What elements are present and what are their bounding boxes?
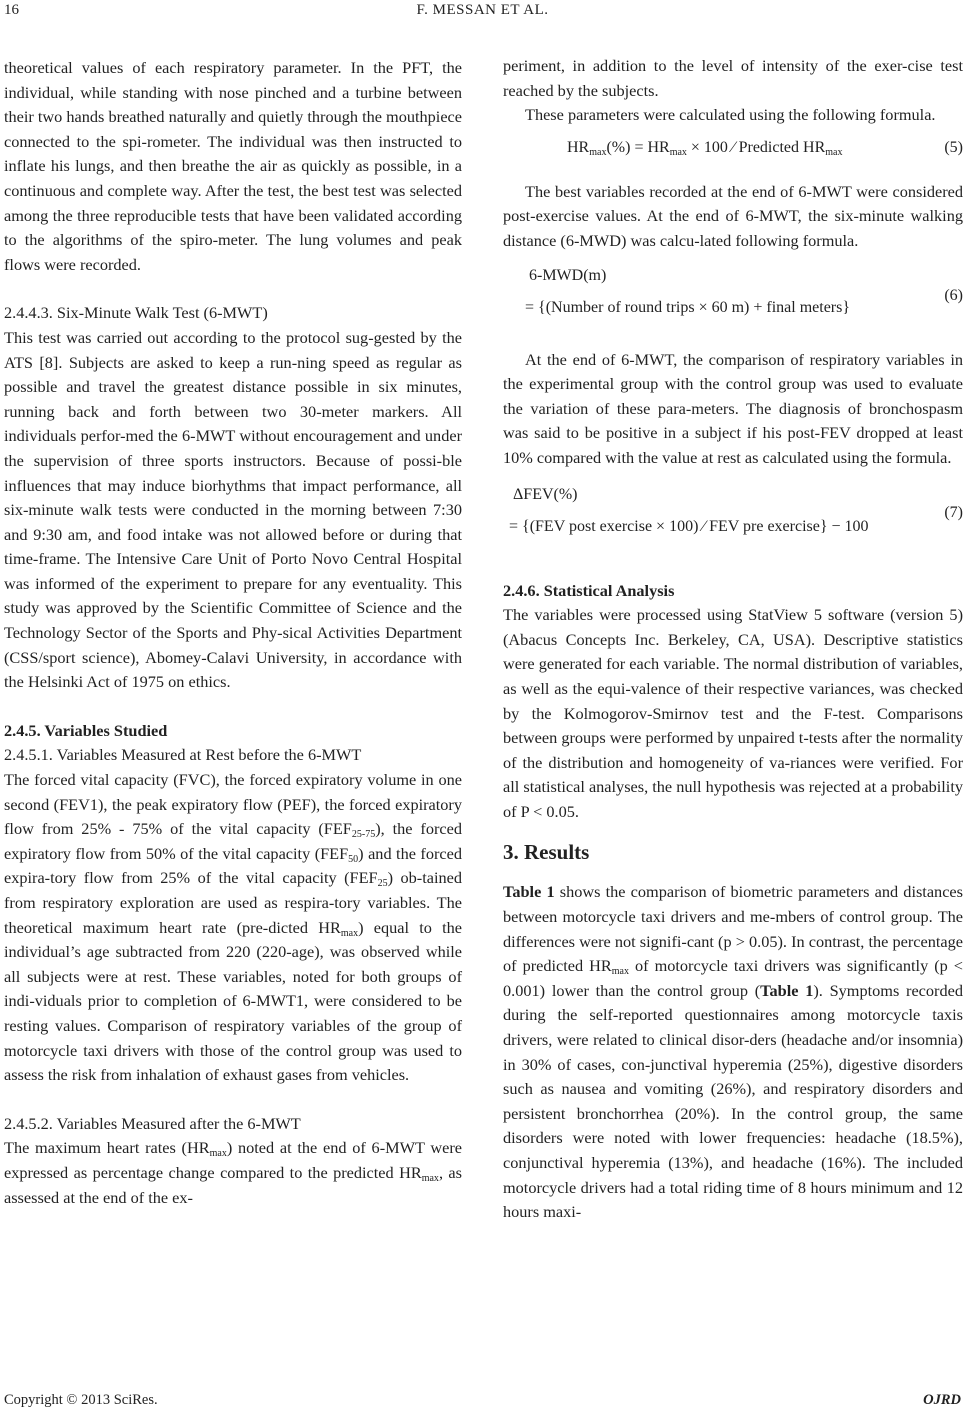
page-footer (4, 1392, 961, 1409)
heading-results: 3. Results (503, 840, 590, 865)
journal-name: OJRD (923, 1392, 961, 1408)
equation-7: ΔFEV(%) = {(FEV post exercise × 100) ∕ FEV pre exercise} − 100 (7) (509, 485, 963, 536)
paragraph-formula-intro: These parameters were calculated using the following formula. (525, 105, 936, 125)
equation-7-number: (7) (944, 503, 963, 521)
paragraph-comparison: At the end of 6-MWT, the comparison of respiratory variables in the experimental group with the control group was used to evaluate the variation of these para-meters. The diagnosis of bronchospasm was said to be positive in a subject if his post-FEV dropped at least 10% compared with the value at rest as calculated using the formula. (503, 349, 963, 467)
right-column (503, 54, 963, 1225)
running-title: F. MESSAN ET AL. (416, 2, 549, 18)
heading-statistical-analysis: 2.4.6. Statistical Analysis (503, 580, 675, 600)
heading-6mwt: 2.4.4.3. Six-Minute Walk Test (6-MWT) (4, 303, 268, 323)
paragraph-variables-rest: The forced vital capacity (FVC), the forced expiratory volume in one second (FEV1), the peak expiratory flow (PEF), the forced expiratory flow from 25% - 75% of the vital capacity $(FEF_{25-75})$, the forced expiratory flow from 50% of the vital capacity $(FEF_{50})$ and the forced expira-tory flow from 25% of the vital capacity $(FEF_{25})$ ob-tained from respiratory exploration are used as respira-tory variables. The theoretical maximum heart rate (pre-dicted $HR_{max}$) equal to the individual’s age subtracted from 220 (220-age), was observed while all subjects were at rest. These variables, noted for both groups of indi-viduals prior to completion of 6-MWT1, were considered to be resting values. Comparison of respiratory variables of the group of motorcycle taxi drivers with those of the control group was used to assess the risk from inhalation of exhaust gases from vehicles. (4, 770, 463, 1085)
page-header (0, 0, 965, 26)
equation-5: $HR_{max}(\%) = HR_{max} \times 100$ ∕ Predicted $HR_{max}$ (5) (503, 128, 963, 180)
paragraph-results: Table 1 shows the comparison of biometric parameters and distances between motorcycle taxi drivers and me-mbers of control group. The differences were not signifi-cant (p > 0.05). In contrast, the percentage of predicted $HR_{max}$ of motorcycle taxi drivers was significantly (p < 0.001) lower than the control group (Table 1). Symptoms recorded during the self-reported questionnaires among motorcycle taxis drivers, were related to clinical disor-ders (headache and/or insomnia) in 30% of cases, con-junctival hyperemia (25%), digestive disorders such as nausea and vomiting (26%), and respiratory disorders and persistent bronchorrhea (20%). In the control group, the same disorders were noted with lower frequencies: headache (18.5%), conjunctival hyperemia (13%), and headache (16%). The included motorcycle drivers had a total riding time of 8 hours minimum and 12 hours maxi- (503, 882, 963, 1222)
left-column (4, 56, 462, 1210)
equation-5-number: (5) (944, 138, 963, 156)
paragraph-statistics: The variables were processed using StatView 5 software (version 5) (Abacus Concepts Inc. Berkeley, CA, USA). Descriptive statistics were generated for each variable. The normal distribution of variables, as well as the equi-valence of their respective variances, was checked by the Kolmogorov-Smirnov test and the F-test. Comparisons between groups were performed by unpaired t-tests after the normality of the distribution and homogeneity of va-riances were verified. For all statistical analyses, the null hypothesis was rejected at a probability of P < 0.05. (503, 605, 963, 821)
equation-6: 6-MWD(m) = {(Number of round trips × 60 m) + final meters} (6) (525, 266, 963, 317)
equation-6-number: (6) (944, 286, 963, 304)
paragraph-6mwt: This test was carried out according to the protocol sug-gested by the ATS [8]. Subjects are asked to keep a run-ning speed as regular as possible and travel the greatest distance possible in six minutes, running back and forth between two 30-meter markers. All individuals perfor-med the 6-MWT without encouragement and under the supervision of three sports instructors. Because of possi-ble influences that may induce biorhythms that impact performance, all six-minute walk tests were conducted in the morning between 7:30 and 9:30 am, and food intake was not allowed before or during that time-frame. The Intensive Care Unit of Porto Novo Central Hospital was informed of the experiment to prepare for any eventuality. This study was approved by the Scientific Committee of Science and the Technology Sector of the Sports and Phy-sical Activities Department (CSS/sport science), Abomey-Calavi University, in accordance with the Helsinki Act of 1975 on ethics. (4, 327, 462, 692)
heading-variables-studied: 2.4.5. Variables Studied (4, 720, 168, 740)
paragraph-pft: theoretical values of each respiratory parameter. In the PFT, the individual, while standing with nose pinched and a turbine between their two hands breathed naturally and quietly through the mouthpiece connected to the spi-rometer. The individual was then instructed to inflate his lungs, and then breathe the air as quickly as possible, in a continuous and complete way. After the test, the best test was selected among the three reproducible tests that have been validated according to the algorithms of the spiro-meter. The lung volumes and peak flows were recorded. (4, 58, 463, 274)
heading-variables-rest: 2.4.5.1. Variables Measured at Rest before the 6-MWT (4, 745, 362, 765)
paragraph-variables-after: The maximum heart rates $(HR_{max})$ noted at the end of 6-MWT were expressed as percentage change compared to the predicted $HR_{max}$, as assessed at the end of the ex- (4, 1138, 462, 1207)
paragraph-experiment: periment, in addition to the level of intensity of the exer-cise test reached by the subjects. (503, 56, 963, 100)
copyright: Copyright © 2013 SciRes. (4, 1392, 158, 1408)
paragraph-post-exercise: The best variables recorded at the end of 6-MWT were considered post-exercise values. At the end of 6-MWT, the six-minute walking distance (6-MWD) was calcu-lated following formula. (503, 181, 963, 250)
heading-variables-after: 2.4.5.2. Variables Measured after the 6-MWT (4, 1113, 301, 1133)
page-number: 16 (4, 2, 19, 18)
